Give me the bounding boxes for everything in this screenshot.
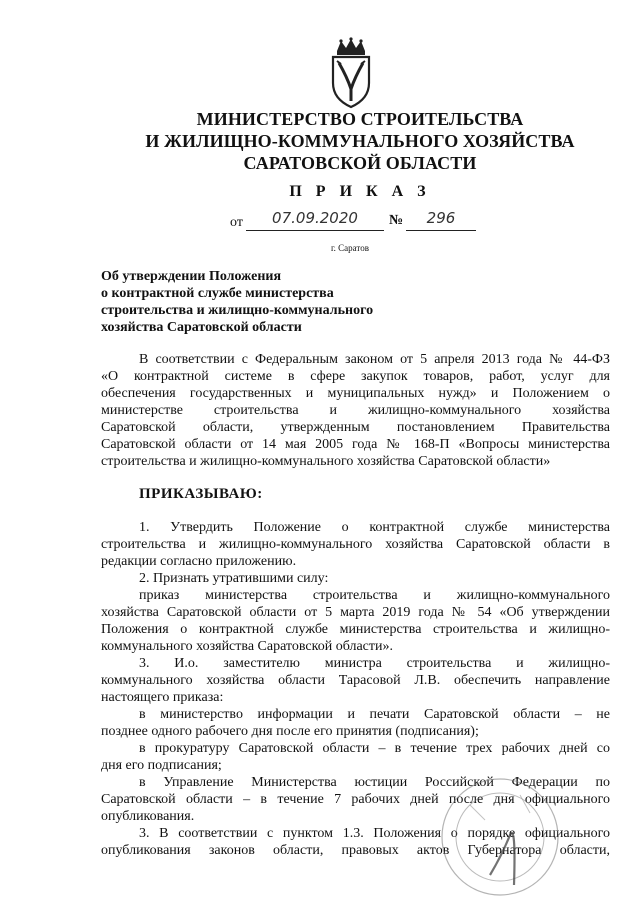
- item-line: 3. В соответствии с пунктом 1.3. Положения о порядке официального: [139, 826, 610, 841]
- item-line: хозяйства Саратовской области от 5 марта 2019 года № 54 «Об утверждении: [101, 605, 610, 620]
- subject-line: Об утверждении Положения: [101, 269, 282, 284]
- item-line: позднее одного рабочего дня после его принятия (подписания);: [101, 724, 479, 739]
- item-line: строительства и жилищно-коммунального хозяйства Саратовской области в: [101, 537, 610, 552]
- ministry-line: МИНИСТЕРСТВО СТРОИТЕЛЬСТВА: [196, 109, 524, 129]
- coat-of-arms-icon: [327, 37, 375, 109]
- subject-line: строительства и жилищно-коммунального: [101, 303, 374, 318]
- ministry-line: САРАТОВСКОЙ ОБЛАСТИ: [243, 153, 477, 173]
- item-line: 3. И.о. заместителю министра строительства и жилищно-: [139, 656, 610, 671]
- order-date-label: от: [230, 215, 243, 230]
- order-title: П Р И К А З: [289, 183, 431, 200]
- item-line: в министерство информации и печати Саратовской области – не: [139, 707, 610, 722]
- preamble-line: строительства и жилищно-коммунального хозяйства Саратовской области»: [101, 454, 551, 469]
- preamble-line: обеспечения государственных и муниципальных нужд» и Положением о: [101, 386, 610, 401]
- order-city: г. Саратов: [331, 243, 369, 253]
- preamble-line: «О контрактной системе в сфере закупок товаров, работ, услуг для: [101, 369, 610, 384]
- item-line: в прокуратуру Саратовской области – в течение трех рабочих дней со: [139, 741, 610, 756]
- item-line: коммунального хозяйства Саратовской области».: [101, 639, 393, 654]
- item-line: приказ министерства строительства и жилищно-коммунального: [139, 588, 610, 603]
- preamble-line: Саратовской области, утвержденным постановлением Правительства: [101, 420, 610, 435]
- preamble-line: В соответствии с Федеральным законом от 5 апреля 2013 года № 44-ФЗ: [139, 352, 610, 367]
- item-line: Саратовской области – в течение 7 рабочих дней после дня официального: [101, 792, 610, 807]
- item-line: коммунального хозяйства области Тарасовой Л.В. обеспечить направление: [101, 673, 610, 688]
- item-line: 2. Признать утратившими силу:: [139, 571, 329, 586]
- order-date: 07.09.2020: [246, 208, 384, 231]
- item-line: настоящего приказа:: [101, 690, 224, 705]
- preamble-line: Саратовской области от 14 мая 2005 года № 168-П «Вопросы министерства: [101, 437, 610, 452]
- subject-line: о контрактной службе министерства: [101, 286, 334, 301]
- preamble: [101, 351, 610, 470]
- decree-word: ПРИКАЗЫВАЮ:: [139, 486, 263, 502]
- ministry-name: [100, 108, 620, 174]
- item-line: опубликования законов области, правовых актов Губернатора области,: [101, 843, 610, 858]
- item-line: опубликования.: [101, 809, 195, 824]
- item-line: редакции согласно приложению.: [101, 554, 297, 569]
- order-number: 296: [406, 208, 476, 231]
- item-line: Положения о контрактной службе министерства строительства и жилищно-: [101, 622, 610, 637]
- subject-line: хозяйства Саратовской области: [101, 320, 302, 335]
- item-line: 1. Утвердить Положение о контрактной службе министерства: [139, 520, 610, 535]
- item-line: в Управление Министерства юстиции Российской Федерации по: [139, 775, 610, 790]
- item-line: дня его подписания;: [101, 758, 222, 773]
- order-subject: [101, 268, 421, 336]
- seal-stamp-icon: [430, 765, 560, 905]
- order-number-label: №: [389, 213, 404, 228]
- preamble-line: министерстве строительства и жилищно-коммунального хозяйства: [101, 403, 610, 418]
- ministry-line: И ЖИЛИЩНО-КОММУНАЛЬНОГО ХОЗЯЙСТВА: [145, 131, 575, 151]
